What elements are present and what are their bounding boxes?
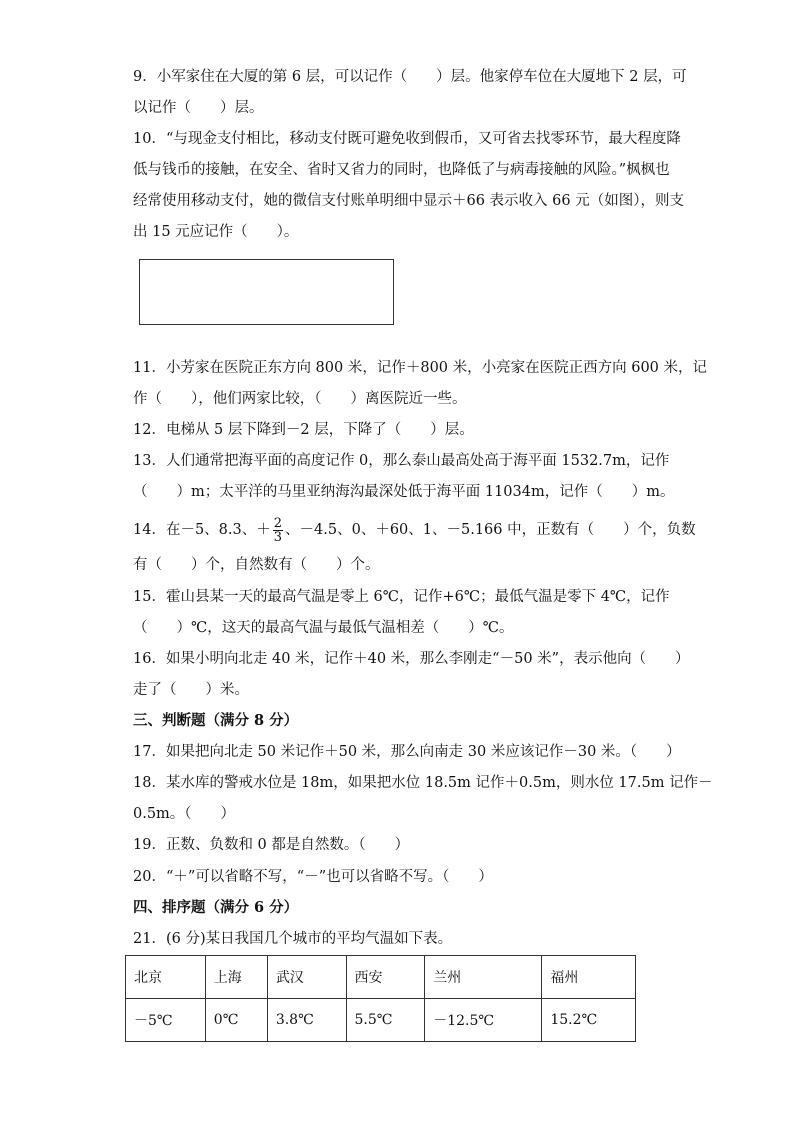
fraction-numerator: 2 xyxy=(273,515,283,531)
fraction-denominator: 3 xyxy=(273,529,283,545)
question-15-line-1: 15．霍山县某一天的最高气温是零上 6℃，记作+6℃；最低气温是零下 4℃，记作 xyxy=(133,589,670,605)
question-19-line-1: 19．正数、负数和 0 都是自然数。（ ） xyxy=(133,837,410,853)
table-cell-temperature: 15.2℃ xyxy=(542,999,636,1042)
table-cell-city: 北京 xyxy=(126,956,206,999)
question-14-part-b: 、－4.5、0、＋60、1、－5.166 中，正数有（ ）个，负数 xyxy=(285,522,696,538)
table-cell-city: 武汉 xyxy=(267,956,346,999)
table-cell-temperature: 5.5℃ xyxy=(346,999,425,1042)
question-14-line-1 xyxy=(133,516,696,544)
table-cell-city: 上海 xyxy=(205,956,267,999)
question-13-line-2: （ ）m；太平洋的马里亚纳海沟最深处低于海平面 11034m，记作（ ）m。 xyxy=(133,484,675,500)
question-10-line-2: 低与钱币的接触，在安全、省时又省力的同时，也降低了与病毒接触的风险。”枫枫也 xyxy=(133,162,670,178)
question-9-line-2: 以记作（ ）层。 xyxy=(133,100,264,116)
bill-detail-box xyxy=(139,259,394,325)
question-21-line-1: 21．(6 分)某日我国几个城市的平均气温如下表。 xyxy=(133,931,453,947)
question-18-line-1: 18．某水库的警戒水位是 18m，如果把水位 18.5m 记作＋0.5m，则水位 17.5m 记作－ xyxy=(133,775,713,791)
question-20-line-1: 20．“＋”可以省略不写，“－”也可以省略不写。（ ） xyxy=(133,869,493,885)
question-13-line-1: 13．人们通常把海平面的高度记作 0，那么泰山最高处高于海平面 1532.7m，记作 xyxy=(133,453,670,469)
question-17-line-1: 17．如果把向北走 50 米记作＋50 米，那么向南走 30 米应该记作－30 米。（ ） xyxy=(133,744,681,760)
section-4-heading: 四、排序题（满分 6 分） xyxy=(133,899,299,916)
bill-line xyxy=(160,289,196,305)
question-10-line-4: 出 15 元应记作（ ）。 xyxy=(133,224,299,240)
question-10-line-3: 经常使用移动支付，她的微信支付账单明细中显示＋66 表示收入 66 元（如图），则支 xyxy=(133,193,684,209)
question-11-line-1: 11．小芳家在医院正东方向 800 米，记作＋800 米，小亮家在医院正西方向 600 米，记 xyxy=(133,360,708,376)
table-cell-city: 西安 xyxy=(346,956,425,999)
table-cell-city: 福州 xyxy=(542,956,636,999)
table-cell-temperature: 0℃ xyxy=(205,999,267,1042)
question-16-line-1: 16．如果小明向北走 40 米，记作＋40 米，那么李刚走“－50 米”，表示他向（ ） xyxy=(133,651,690,667)
table-cell-city: 兰州 xyxy=(425,956,542,999)
question-9-line-1: 9．小军家住在大厦的第 6 层，可以记作（ ）层。他家停车位在大厦地下 2 层，可 xyxy=(133,69,687,85)
section-3-heading: 三、判断题（满分 8 分） xyxy=(133,712,299,729)
question-16-line-2: 走了（ ）米。 xyxy=(133,682,249,698)
question-18-line-2: 0.5m。（ ） xyxy=(133,806,236,822)
question-10-line-1: 10．“与现金支付相比，移动支付既可避免收到假币，又可省去找零环节，最大程度降 xyxy=(133,131,681,147)
table-cell-temperature: －12.5℃ xyxy=(425,999,542,1042)
table-row-cities xyxy=(126,956,636,999)
table-cell-temperature: 3.8℃ xyxy=(267,999,346,1042)
question-11-line-2: 作（ ），他们两家比较，（ ）离医院近一些。 xyxy=(133,391,467,407)
fraction-two-thirds xyxy=(273,517,283,544)
table-cell-temperature: －5℃ xyxy=(126,999,206,1042)
question-15-line-2: （ ）℃，这天的最高气温与最低气温相差（ ）℃。 xyxy=(133,620,514,636)
table-row-temperatures xyxy=(126,999,636,1042)
city-temperature-table xyxy=(125,955,636,1042)
question-14-part-a: 14．在－5、8.3、＋ xyxy=(133,522,271,538)
question-14-line-2: 有（ ）个，自然数有（ ）个。 xyxy=(133,557,380,573)
question-12-line-1: 12．电梯从 5 层下降到－2 层，下降了（ ）层。 xyxy=(133,422,474,438)
